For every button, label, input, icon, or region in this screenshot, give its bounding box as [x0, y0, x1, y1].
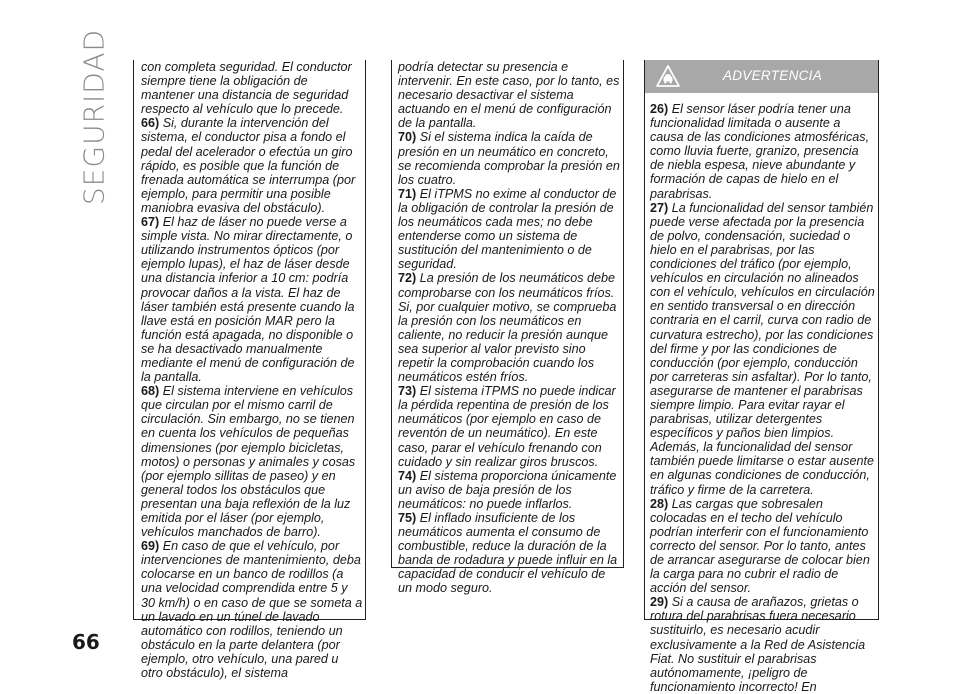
paragraph: 73) El sistema iTPMS no puede indicar la pérdida repentina de presión de los neumáticos (por ejemplo en caso de reventón de un neumático). En este caso, parar el vehículo frenando con cuidado y sin realizar giros bruscos. [398, 384, 616, 469]
section-title [74, 28, 114, 206]
text-column-2 [391, 60, 624, 596]
warning-item: 26) El sensor láser podría tener una funcionalidad limitada o ausente a causa de las condiciones atmosféricas, como lluvia fuerte, granizo, presencia de niebla espesa, nieve abundante y formación de capas de hielo en el parabrisas. [650, 102, 870, 201]
warning-title: ADVERTENCIA [722, 68, 823, 83]
warning-item: 28) Las cargas que sobresalen colocadas en el techo del vehículo podrían interferir con el funcionamiento correcto del sensor. Por lo tanto, antes de arrancar asegurarse de colocar bien la carga para no cubrir el radio de acción del sensor. [650, 496, 870, 596]
text-column-1 [133, 60, 366, 681]
paragraph: 75) El inflado insuficiente de los neumáticos aumenta el consumo de combustible, reduce la duración de la banda de rodadura y puede influir en la capacidad de conducir el vehículo de un modo seguro. [398, 511, 618, 596]
paragraph: 66) Si, durante la intervención del sistema, el conductor pisa a fondo el pedal del acelerador o efectúa un giro rápido, es posible que la función de frenada automática se interrumpa (por ejemplo, para permitir una posible maniobra evasiva del obstáculo). [141, 116, 356, 215]
paragraph: 69) En caso de que el vehículo, por intervenciones de mantenimiento, deba colocarse en un banco de rodillos (a una velocidad comprendida entre 5 y 30 km/h) o en caso de que se someta a un lavado en un túnel de lavado automático con rodillos, teniendo un obstáculo en la parte delantera (por ejemplo, otro vehículo, una pared u otro obstáculo), el sistema [141, 539, 363, 681]
warning-item: 27) La funcionalidad del sensor también puede verse afectada por la presencia de polvo, condensación, suciedad o hielo en el parabrisas, por las condiciones del tráfico (por ejemplo, vehículos en circulación no alineados con el vehículo, vehículos en circulación en sentido transversal o en dirección contraria en el carril, curva con radio de curvatura estrecho), por las condiciones del firme y por las condiciones de conducción (por ejemplo, conducción por carreteras sin asfaltar). Por lo tanto, asegurarse de mantener el parabrisas siempre limpio. Para evitar rayar el parabrisas, utilizar detergentes específicos y paños bien limpios. Además, la funcionalidad del sensor también puede limitarse o estar ausente en algunas condiciones de conducción, tráfico y firme de la carretera. [650, 200, 875, 497]
paragraph: con completa seguridad. El conductor siempre tiene la obligación de mantener una distancia de seguridad respecto al vehículo que lo precede. [141, 60, 352, 117]
warning-item: 29) Si a causa de arañazos, grietas o rotura del parabrisas fuera necesario sustituirlo, es necesario acudir exclusivamente a la Red de Asistencia Fiat. No sustituir el parabrisas autónomamente, ¡peligro de funcionamiento incorrecto! En [650, 595, 866, 694]
paragraph: podría detectar su presencia e intervenir. En este caso, por lo tanto, es necesario desactivar el sistema actuando en el menú de configuración de la pantalla. [398, 60, 620, 131]
paragraph: 71) El iTPMS no exime al conductor de la obligación de controlar la presión de los neumáticos cada mes; no debe entenderse como un sistema de sustitución del mantenimiento o de seguridad. [398, 186, 617, 272]
paragraph: 74) El sistema proporciona únicamente un aviso de baja presión de los neumáticos: no puede inflarlos. [398, 468, 617, 511]
paragraph: 68) El sistema interviene en vehículos que circulan por el mismo carril de circulación. Sin embargo, no se tienen en cuenta los vehículos de pequeñas dimensiones (por ejemplo bicicletas, motos) o personas y animales y cosas (por ejemplo sillitas de paseo) y en general todos los obstáculos que presentan una baja reflexión de la luz emitida por el láser (por ejemplo, vehículos manchados de barro). [141, 384, 356, 540]
warning-box [644, 60, 879, 694]
paragraph: 67) El haz de láser no puede verse a simple vista. No mirar directamente, o utilizando instrumentos ópticos (por ejemplo lupas), el haz de láser desde una distancia inferior a 10 cm: podría provocar daños a la vista. El haz de láser también está presente cuando la llave está en posición MAR pero la función está apagada, no disponible o se ha desactivado manualmente mediante el menú de configuración de la pantalla. [141, 215, 355, 385]
warning-body [645, 93, 878, 694]
page-number: 66 [72, 630, 100, 654]
paragraph: 72) La presión de los neumáticos debe comprobarse con los neumáticos fríos. Si, por cualquier motivo, se comprueba la presión con los neumáticos en caliente, no reducir la presión aunque sea superior al valor previsto sino repetir la comprobación cuando los neumáticos estén fríos. [398, 271, 617, 385]
section-title-text: SEGURIDAD [77, 28, 111, 206]
paragraph: 70) Si el sistema indica la caída de presión en un neumático en concreto, se recomienda comprobar la presión en los cuatro. [398, 130, 620, 187]
warning-header [645, 60, 878, 93]
